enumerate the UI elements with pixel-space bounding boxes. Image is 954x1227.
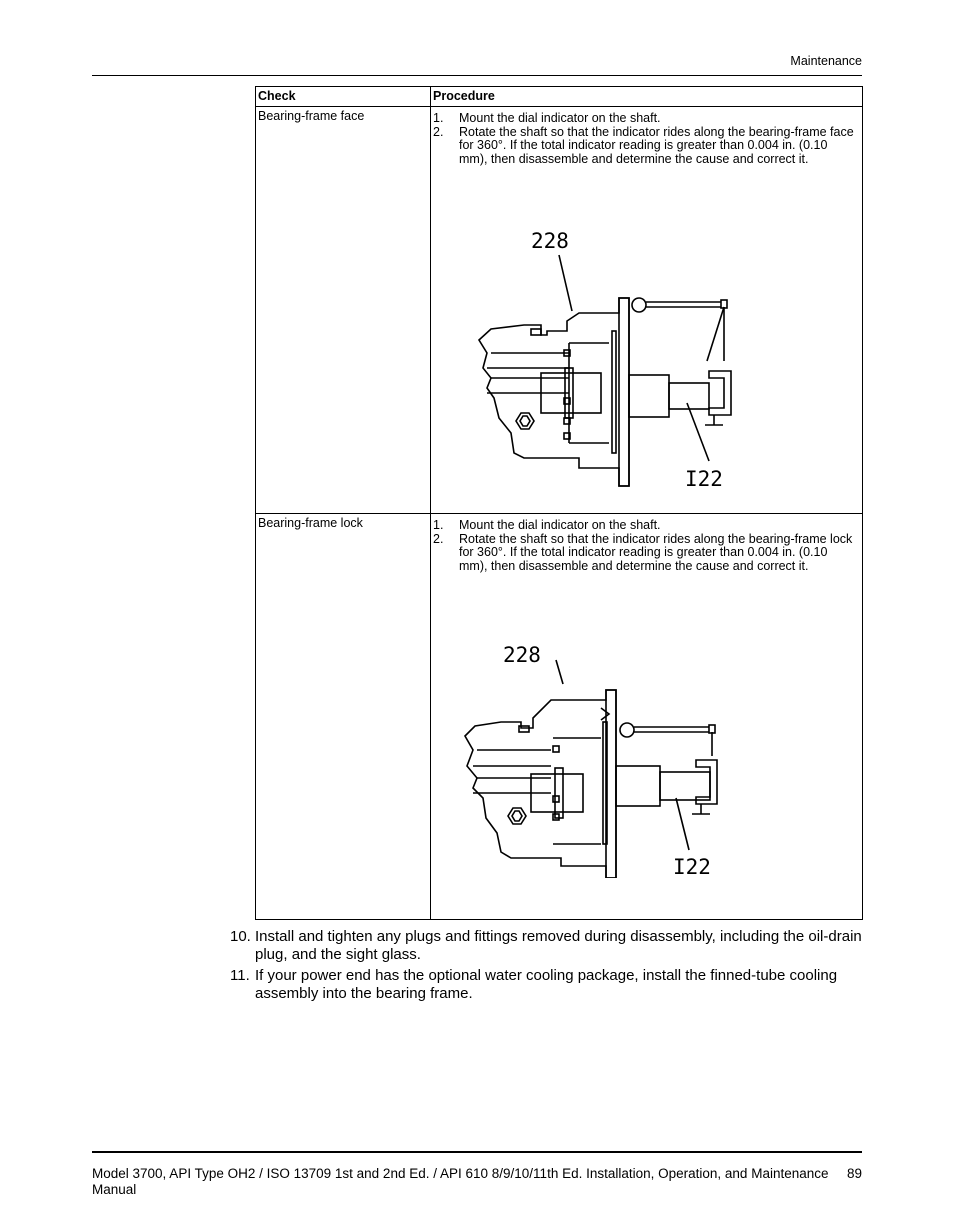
list-item: 10. Install and tighten any plugs and fittings removed during disassembly, including the oil-drain plug, and the sight glass. <box>230 928 862 963</box>
shaft <box>616 766 660 806</box>
hub-outline <box>465 690 616 878</box>
leader-line <box>676 798 689 850</box>
check-cell-bearing-frame-face: Bearing-frame face <box>256 107 431 514</box>
procedure-steps <box>433 519 858 573</box>
dial-indicator <box>632 298 646 312</box>
callout-122: I22 <box>673 855 711 878</box>
hub-outline <box>479 298 629 486</box>
section-title: Maintenance <box>790 54 862 68</box>
procedure-step: 2. Rotate the shaft so that the indicator rides along the bearing-frame face for 360°. If the total indicator reading is greater than 0.004 in. (0.10 mm), then disassemble and determine the cause and correct it. <box>433 124 854 166</box>
callout-122: I22 <box>685 467 723 491</box>
list-item: 11. If your power end has the optional water cooling package, install the finned-tube cooling assembly into the bearing frame. <box>230 967 838 1002</box>
page-number: 89 <box>846 1166 862 1181</box>
leader-line <box>687 403 709 461</box>
procedure-cell <box>431 107 863 514</box>
check-cell-bearing-frame-lock: Bearing-frame lock <box>256 514 431 920</box>
procedure-cell <box>431 514 863 920</box>
procedure-step: 1. Mount the dial indicator on the shaft. <box>433 111 661 125</box>
footer-title: Model 3700, API Type OH2 / ISO 13709 1st and 2nd Ed. / API 610 8/9/10/11th Ed. Installation, Operation, and Maintenance Manual <box>92 1166 829 1197</box>
shaft <box>629 375 669 417</box>
procedure-step: 2. Rotate the shaft so that the indicator rides along the bearing-frame lock for 360°. If the total indicator reading is greater than 0.004 in. (0.10 mm), then disassemble and determine the cause and correct it. <box>433 531 853 573</box>
bearing-frame-lock-diagram <box>461 638 761 878</box>
dial-indicator <box>620 723 634 737</box>
procedure-step: 1. Mount the dial indicator on the shaft. <box>433 518 661 532</box>
procedure-steps <box>433 112 858 166</box>
callout-228: 228 <box>531 229 569 253</box>
table-row <box>256 107 863 514</box>
bearing-frame-face-diagram <box>469 203 769 493</box>
leader-line <box>559 255 572 311</box>
bearing-frame-face-plate <box>619 298 629 486</box>
post-check-steps <box>226 928 862 1006</box>
clamp <box>696 760 717 804</box>
callout-228: 228 <box>503 643 541 667</box>
column-header-check: Check <box>256 87 431 107</box>
table-header-row <box>256 87 863 107</box>
clamp <box>709 371 731 415</box>
column-header-procedure: Procedure <box>431 87 863 107</box>
footer-divider <box>92 1151 862 1153</box>
leader-line <box>556 660 563 684</box>
table-row <box>256 514 863 920</box>
page-header <box>92 53 862 76</box>
check-procedure-table <box>255 86 863 920</box>
